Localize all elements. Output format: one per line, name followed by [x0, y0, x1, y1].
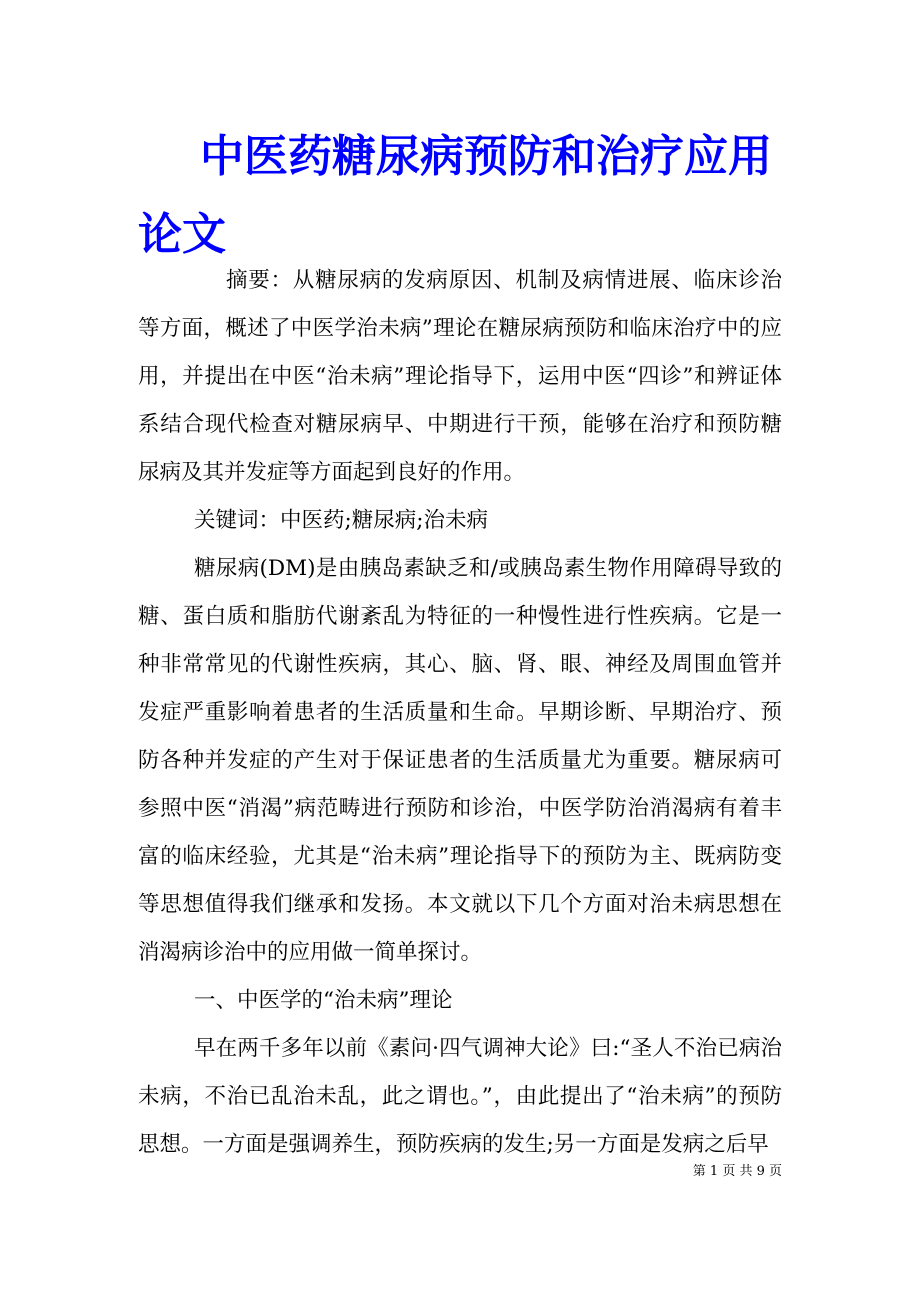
abstract-paragraph: 摘要：从糖尿病的发病原因、机制及病情进展、临床诊治等方面，概述了中医学治未病”理论在糖尿病预防和临床治疗中的应用，并提出在中医“治未病”理论指导下，运用中医“四诊”和辨证体系结合现代检查对糖尿病早、中期进行干预，能够在治疗和预防糖尿病及其并发症等方面起到良好的作用。 — [138, 268, 782, 485]
section-heading: 一、中医学的“治未病”理论 — [194, 988, 453, 1013]
page-footer: 第 1 页 共 9 页 — [692, 1164, 782, 1179]
section-paragraph: 早在两千多年以前《素问·四气调神大论》曰:“圣人不治已病治未病，不治已乱治未乱，此之谓也。”，由此提出了“治未病”的预防思想。一方面是强调养生，预防疾病的发生;另一方面是发病之后早 — [138, 1036, 782, 1157]
document-title: 中医药糖尿病预防和治疗应用论文 — [138, 131, 772, 260]
intro-paragraph: 糖尿病(DM)是由胰岛素缺乏和/或胰岛素生物作用障碍导致的糖、蛋白质和脂肪代谢紊乱为特征的一种慢性进行性疾病。它是一种非常常见的代谢性疾病，其心、脑、肾、眼、神经及周围血管并发症严重影响着患者的生活质量和生命。早期诊断、早期治疗、预防各种并发症的产生对于保证患者的生活质量尤为重要。糖尿病可参照中医“消渴”病范畴进行预防和诊治，中医学防治消渴病有着丰富的临床经验，尤其是“治未病”理论指导下的预防为主、既病防变等思想值得我们继承和发扬。本文就以下几个方面对治未病思想在消渴病诊治中的应用做一简单探讨。 — [138, 556, 782, 965]
keywords-paragraph: 关键词：中医药;糖尿病;治未病 — [194, 508, 488, 533]
